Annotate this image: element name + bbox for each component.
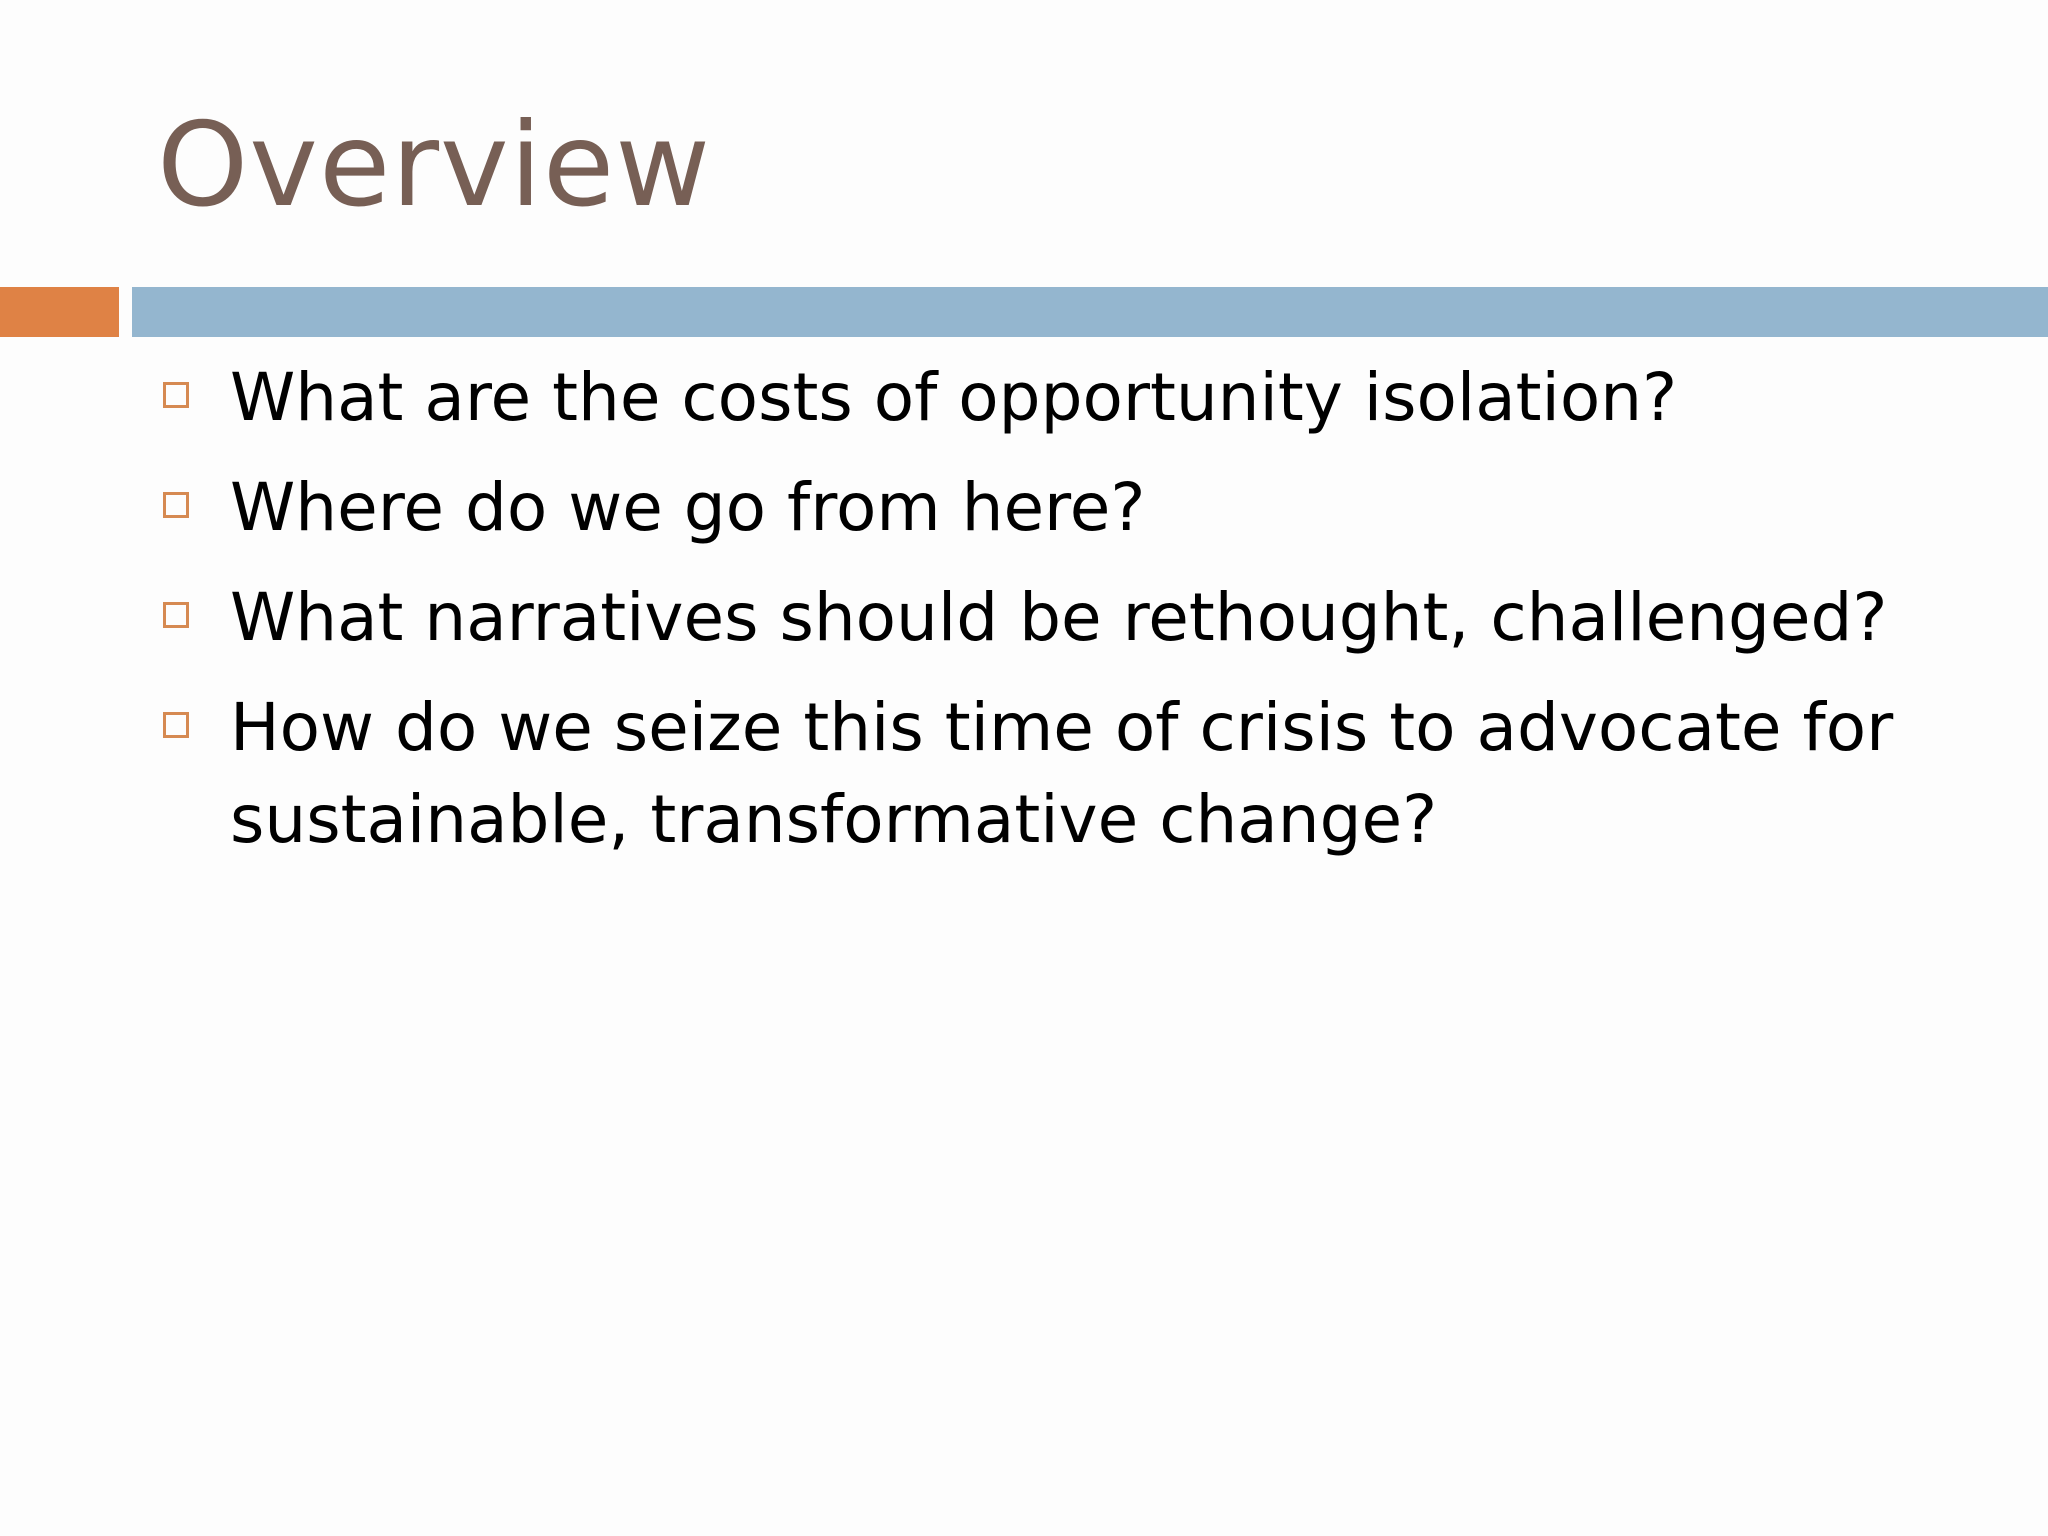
title-rule-bar bbox=[132, 287, 2048, 337]
bullet-text: What are the costs of opportunity isolation? bbox=[230, 359, 1678, 436]
bullet-text: Where do we go from here? bbox=[230, 469, 1146, 546]
accent-bar bbox=[0, 287, 119, 337]
hollow-square-icon bbox=[163, 382, 189, 408]
bullet-item bbox=[160, 572, 2000, 664]
hollow-square-icon bbox=[163, 492, 189, 518]
bullet-text: What narratives should be rethought, challenged? bbox=[230, 579, 1888, 656]
hollow-square-icon bbox=[163, 712, 189, 738]
bullet-item bbox=[160, 682, 2000, 866]
bullet-item bbox=[160, 352, 2000, 444]
hollow-square-icon bbox=[163, 602, 189, 628]
slide-title: Overview bbox=[157, 98, 712, 233]
bullet-item bbox=[160, 462, 2000, 554]
bullet-text: How do we seize this time of crisis to advocate for sustainable, transformative change? bbox=[230, 689, 1894, 858]
bullet-list bbox=[160, 352, 2000, 884]
